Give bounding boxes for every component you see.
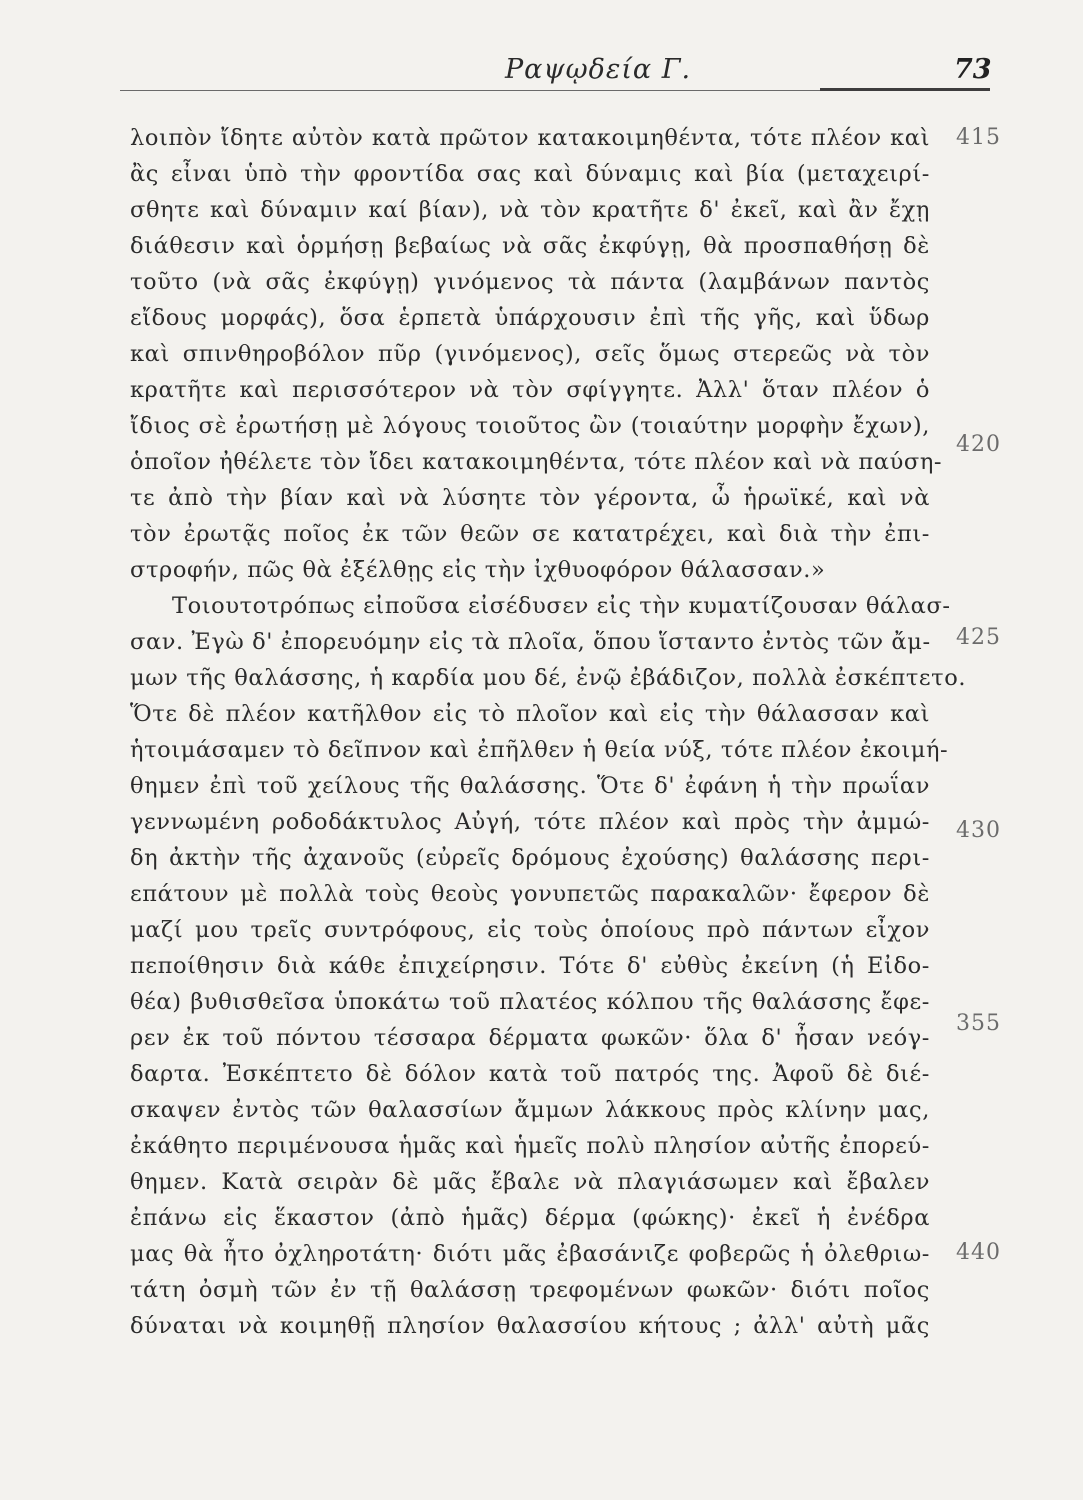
text-line: γεννωμένη ροδοδάκτυλος Αὐγή, τότε πλέον καὶ πρὸς τὴν ἀμμώ-	[130, 809, 930, 835]
text-line: λοιπὸν ἴδητε αὐτὸν κατὰ πρῶτον κατακοιμηθέντα, τότε πλέον καὶ	[130, 125, 930, 151]
text-line: εἴδους μορφάς), ὅσα ἑρπετὰ ὑπάρχουσιν ἐπὶ τῆς γῆς, καὶ ὕδωρ	[130, 305, 930, 331]
text-line: δη ἀκτὴν τῆς ἀχανοῦς (εὐρεῖς δρόμους ἐχούσης) θαλάσσης περι-	[130, 845, 930, 871]
line-number-420: 420	[956, 432, 1001, 457]
text-line: δαρτα. Ἐσκέπτετο δὲ δόλον κατὰ τοῦ πατρός της. Ἀφοῦ δὲ διέ-	[130, 1061, 930, 1087]
text-line: μαζί μου τρεῖς συντρόφους, εἰς τοὺς ὁποίους πρὸ πάντων εἶχον	[130, 917, 930, 943]
text-line: ἐπάνω εἰς ἕκαστον (ἀπὸ ἡμᾶς) δέρμα (φώκης)· ἐκεῖ ἡ ἐνέδρα	[130, 1205, 930, 1231]
text-line: ἴδιος σὲ ἐρωτήσῃ μὲ λόγους τοιοῦτος ὢν (τοιαύτην μορφὴν ἔχων),	[130, 413, 930, 439]
text-line: κρατῆτε καὶ περισσότερον νὰ τὸν σφίγγητε. Ἀλλ' ὅταν πλέον ὁ	[130, 377, 930, 403]
text-line: διάθεσιν καὶ ὁρμήσῃ βεβαίως νὰ σᾶς ἐκφύγῃ, θὰ προσπαθήσῃ δὲ	[130, 233, 930, 259]
text-line: ὁποῖον ἠθέλετε τὸν ἴδει κατακοιμηθέντα, τότε πλέον καὶ νὰ παύση-	[130, 449, 943, 475]
line-number-415: 415	[956, 125, 1001, 150]
running-title: Ραψῳδεία Γ.	[505, 54, 692, 85]
text-line: επάτουν μὲ πολλὰ τοὺς θεοὺς γονυπετῶς παρακαλῶν· ἔφερον δὲ	[130, 881, 930, 907]
text-line: θημεν. Κατὰ σειρὰν δὲ μᾶς ἔβαλε νὰ πλαγιάσωμεν καὶ ἔβαλεν	[130, 1169, 930, 1195]
header-rule-accent	[820, 88, 990, 91]
text-line: ρεν ἐκ τοῦ πόντου τέσσαρα δέρματα φωκῶν· ὅλα δ' ἦσαν νεόγ-	[130, 1025, 930, 1051]
line-number-425: 425	[956, 625, 1001, 650]
text-line: τάτη ὀσμὴ τῶν ἐν τῇ θαλάσσῃ τρεφομένων φωκῶν· διότι ποῖος	[130, 1277, 930, 1303]
text-line: πεποίθησιν διὰ κάθε ἐπιχείρησιν. Τότε δ' εὐθὺς ἐκείνη (ἡ Εἰδο-	[130, 953, 930, 979]
text-line: μας θὰ ἦτο ὀχληροτάτη· διότι μᾶς ἐβασάνιζε φοβερῶς ἡ ὀλεθριω-	[130, 1241, 930, 1267]
text-line: δύναται νὰ κοιμηθῇ πλησίον θαλασσίου κήτους ; ἀλλ' αὐτὴ μᾶς	[130, 1313, 930, 1339]
line-number-440: 440	[956, 1240, 1001, 1265]
text-line: τε ἀπὸ τὴν βίαν καὶ νὰ λύσητε τὸν γέροντα, ὦ ἡρωϊκέ, καὶ νὰ	[130, 485, 930, 511]
text-line: μων τῆς θαλάσσης, ἡ καρδία μου δέ, ἐνῷ ἐβάδιζον, πολλὰ ἐσκέπτετο.	[130, 665, 967, 691]
text-line: τὸν ἐρωτᾷς ποῖος ἐκ τῶν θεῶν σε κατατρέχει, καὶ διὰ τὴν ἐπι-	[130, 521, 930, 547]
text-line: θέα) βυθισθεῖσα ὑποκάτω τοῦ πλατέος κόλπου τῆς θαλάσσης ἔφε-	[130, 989, 930, 1015]
text-line: σθητε καὶ δύναμιν καί βίαν), νὰ τὸν κρατῆτε δ' ἐκεῖ, καὶ ἂν ἔχῃ	[130, 197, 930, 223]
text-line: ἡτοιμάσαμεν τὸ δεῖπνον καὶ ἐπῆλθεν ἡ θεία νύξ, τότε πλέον ἐκοιμή-	[130, 737, 949, 763]
text-line: σκαψεν ἐντὸς τῶν θαλασσίων ἄμμων λάκκους πρὸς κλίνην μας,	[130, 1097, 930, 1123]
text-line: τοῦτο (νὰ σᾶς ἐκφύγῃ) γινόμενος τὰ πάντα (λαμβάνων παντὸς	[130, 269, 930, 295]
text-line: στροφήν, πῶς θὰ ἐξέλθῃς εἰς τὴν ἰχθυοφόρον θάλασσαν.»	[130, 557, 826, 583]
line-number-355: 355	[956, 1011, 1001, 1036]
text-line: θημεν ἐπὶ τοῦ χείλους τῆς θαλάσσης. Ὅτε δ' ἐφάνη ἡ τὴν πρωΐαν	[130, 773, 930, 799]
text-line: ἂς εἶναι ὑπὸ τὴν φροντίδα σας καὶ δύναμις καὶ βία (μεταχειρί-	[130, 161, 930, 187]
text-line: ἐκάθητο περιμένουσα ἡμᾶς καὶ ἡμεῖς πολὺ πλησίον αὐτῆς ἐπορεύ-	[130, 1133, 930, 1159]
text-line: Τοιουτοτρόπως εἰποῦσα εἰσέδυσεν εἰς τὴν κυματίζουσαν θάλασ-	[172, 593, 951, 619]
line-number-430: 430	[956, 818, 1001, 843]
text-line: καὶ σπινθηροβόλον πῦρ (γινόμενος), σεῖς ὅμως στερεῶς νὰ τὸν	[130, 341, 930, 367]
text-line: σαν. Ἐγὼ δ' ἐπορευόμην εἰς τὰ πλοῖα, ὅπου ἵσταντο ἐντὸς τῶν ἄμ-	[130, 629, 931, 655]
text-line: Ὅτε δὲ πλέον κατῆλθον εἰς τὸ πλοῖον καὶ εἰς τὴν θάλασσαν καὶ	[130, 701, 930, 727]
page-number: 73	[954, 54, 992, 85]
page-header	[120, 40, 990, 100]
